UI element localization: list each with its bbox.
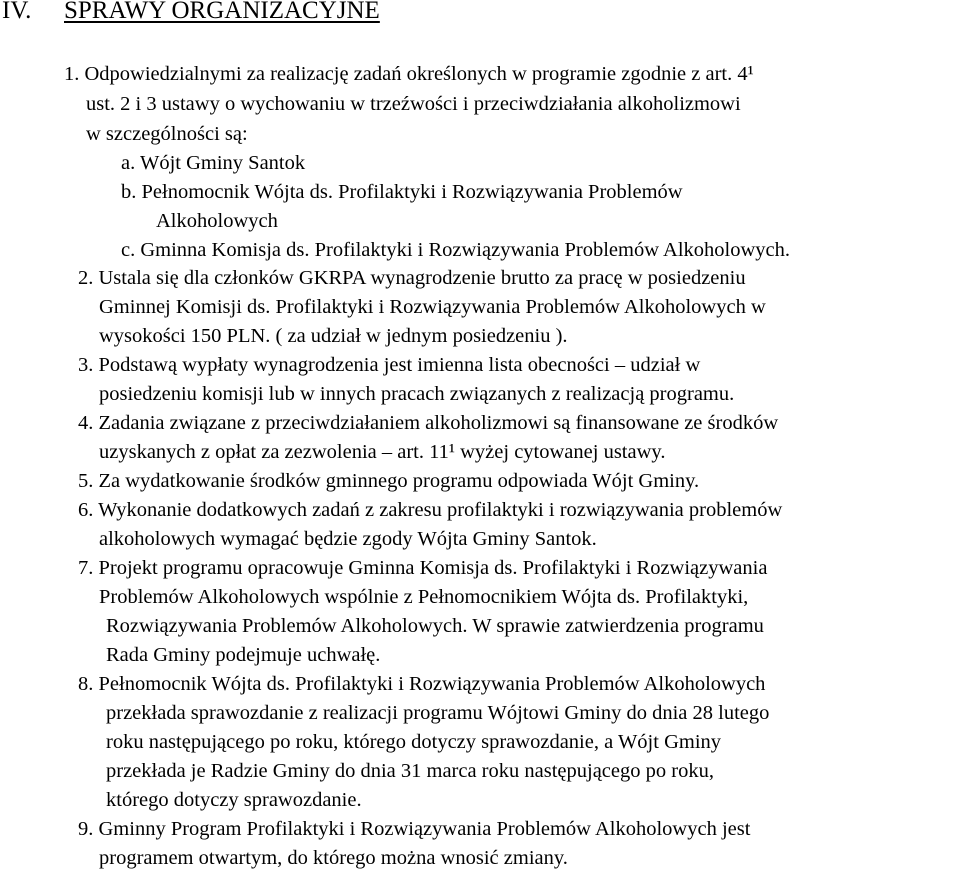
item-8-line-3: roku następującego po roku, którego dotyczy sprawozdanie, a Wójt Gminy [106, 731, 722, 753]
item-6-line-2: alkoholowych wymagać będzie zgody Wójta Gminy Santok. [99, 528, 597, 550]
item-1-line-2: ust. 2 i 3 ustawy o wychowaniu w trzeźwości i przeciwdziałania alkoholizmowi [86, 93, 741, 115]
section-heading [2, 0, 380, 25]
item-5-line-1: 5. Za wydatkowanie środków gminnego programu odpowiada Wójt Gminy. [78, 470, 700, 492]
item-8-line-4: przekłada je Radzie Gminy do dnia 31 marca roku następującego po roku, [106, 760, 714, 782]
sub-item-b-line-2: Alkoholowych [156, 210, 278, 232]
item-3-line-1: 3. Podstawą wypłaty wynagrodzenia jest imienna lista obecności – udział w [78, 354, 701, 376]
item-8-line-1: 8. Pełnomocnik Wójta ds. Profilaktyki i Rozwiązywania Problemów Alkoholowych [78, 673, 766, 695]
item-2-line-1: 2. Ustala się dla członków GKRPA wynagrodzenie brutto za pracę w posiedzeniu [78, 267, 746, 289]
sub-item-c: c. Gminna Komisja ds. Profilaktyki i Rozwiązywania Problemów Alkoholowych. [121, 239, 791, 261]
item-9-line-2: programem otwartym, do którego można wnosić zmiany. [99, 847, 568, 869]
item-9-line-1: 9. Gminny Program Profilaktyki i Rozwiązywania Problemów Alkoholowych jest [78, 818, 751, 840]
item-4-line-1: 4. Zadania związane z przeciwdziałaniem alkoholizmowi są finansowane ze środków [78, 412, 779, 434]
item-8-line-2: przekłada sprawozdanie z realizacji programu Wójtowi Gminy do dnia 28 lutego [106, 702, 770, 724]
sub-item-b-line-1: b. Pełnomocnik Wójta ds. Profilaktyki i Rozwiązywania Problemów [121, 181, 683, 203]
item-8-line-5: którego dotyczy sprawozdanie. [106, 789, 362, 811]
item-6-line-1: 6. Wykonanie dodatkowych zadań z zakresu profilaktyki i rozwiązywania problemów [78, 499, 783, 521]
item-1-line-3: w szczególności są: [86, 123, 248, 145]
section-title: SPRAWY ORGANIZACYJNE [64, 0, 380, 24]
item-2-line-2: Gminnej Komisji ds. Profilaktyki i Rozwiązywania Problemów Alkoholowych w [99, 296, 766, 318]
item-7-line-2: Problemów Alkoholowych wspólnie z Pełnomocnikiem Wójta ds. Profilaktyki, [99, 586, 749, 608]
item-3-line-2: posiedzeniu komisji lub w innych pracach związanych z realizacją programu. [99, 383, 735, 405]
item-7-line-3: Rozwiązywania Problemów Alkoholowych. W sprawie zatwierdzenia programu [106, 615, 764, 637]
sub-item-a: a. Wójt Gminy Santok [121, 152, 306, 174]
item-1-line-1: 1. Odpowiedzialnymi za realizację zadań określonych w programie zgodnie z art. 4¹ [64, 63, 754, 85]
item-7-line-1: 7. Projekt programu opracowuje Gminna Komisja ds. Profilaktyki i Rozwiązywania [78, 557, 768, 579]
section-number: IV. [2, 0, 32, 24]
item-7-line-4: Rada Gminy podejmuje uchwałę. [106, 644, 381, 666]
item-2-line-3: wysokości 150 PLN. ( za udział w jednym posiedzeniu ). [99, 325, 568, 347]
item-4-line-2: uzyskanych z opłat za zezwolenia – art. 11¹ wyżej cytowanej ustawy. [99, 441, 666, 463]
